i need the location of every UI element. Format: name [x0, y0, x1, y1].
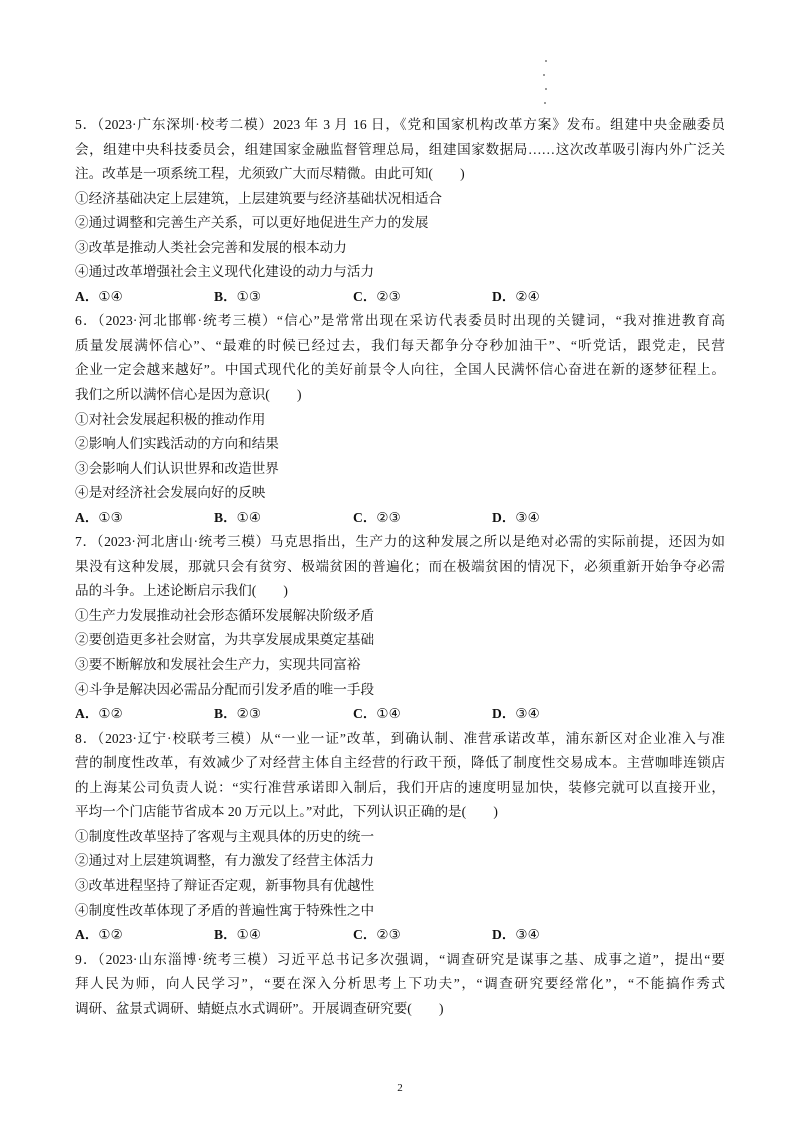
- question-stem-line: 拜人民为师，向人民学习”，“要在深入分析思考上下功夫”，“调查研究要经常化”，“不能搞作秀式: [75, 976, 725, 992]
- option-statement: ④是对经济社会发展向好的反映: [75, 485, 266, 501]
- choice-b: [214, 506, 353, 531]
- choice-d: [492, 923, 631, 948]
- choice-value: ①④: [98, 288, 123, 304]
- margin-mark: [544, 102, 546, 104]
- choice-letter: B．: [214, 927, 237, 943]
- question-stem-line: 7．（2023·河北唐山·统考三模）马克思指出，生产力的这种发展之所以是绝对必需的实际前提，还因为如: [75, 534, 725, 550]
- choice-letter: A．: [75, 288, 99, 304]
- choice-b: [214, 285, 353, 310]
- option-statement: ①经济基础决定上层建筑，上层建筑要与经济基础状况相适合: [75, 190, 443, 206]
- choice-value: ③④: [515, 927, 540, 943]
- question-stem-line: 果没有这种发展，那就只会有贫穷、极端贫困的普遍化；而在极端贫困的情况下，必须重新开始争夺必需: [75, 558, 725, 574]
- option-statement: ③改革是推动人类社会完善和发展的根本动力: [75, 239, 347, 255]
- question-stem-line: 企业一定会越来越好”。中国式现代化的美好前景令人向往，全国人民满怀信心奋进在新的逐梦征程上。: [75, 362, 725, 378]
- choice-letter: D．: [492, 288, 516, 304]
- choice-letter: A．: [75, 706, 99, 722]
- choice-value: ①③: [98, 509, 123, 525]
- question-stem-line: 品的斗争。上述论断启示我们( ): [75, 583, 288, 599]
- choice-value: ①③: [236, 288, 262, 304]
- option-statement: ②要创造更多社会财富，为共享发展成果奠定基础: [75, 632, 375, 648]
- choice-a: [75, 702, 214, 727]
- question-7: [75, 530, 725, 726]
- choice-letter: B．: [214, 288, 237, 304]
- choice-value: ①④: [236, 509, 262, 525]
- option-statement: ②影响人们实践活动的方向和结果: [75, 436, 279, 452]
- question-stem-line: 我们之所以满怀信心是因为意识( ): [75, 387, 302, 403]
- choice-value: ②③: [376, 509, 401, 525]
- question-stem-line: 平均一个门店能节省成本 20 万元以上。”对此，下列认识正确的是( ): [75, 804, 498, 820]
- choice-letter: C．: [353, 927, 377, 943]
- choice-value: ①②: [98, 927, 123, 943]
- choice-letter: D．: [492, 927, 516, 943]
- question-5: [75, 113, 725, 309]
- option-statement: ①对社会发展起积极的推动作用: [75, 411, 266, 427]
- option-statement: ②通过调整和完善生产关系，可以更好地促进生产力的发展: [75, 215, 429, 231]
- choice-b: [214, 923, 353, 948]
- answer-choices: [75, 702, 725, 727]
- answer-choices: [75, 285, 725, 310]
- margin-mark: [545, 88, 547, 90]
- choice-letter: A．: [75, 509, 99, 525]
- question-stem-line: 的上海某公司负责人说：“实行准营承诺即入制后，我们开店的速度明显加快，装修完就可以直接开业，: [75, 779, 725, 795]
- choice-letter: B．: [214, 706, 237, 722]
- choice-c: [353, 285, 492, 310]
- question-stem-line: 注。改革是一项系统工程，尤须致广大而尽精微。由此可知( ): [75, 166, 465, 182]
- choice-letter: D．: [492, 706, 516, 722]
- choice-d: [492, 506, 631, 531]
- option-statement: ①制度性改革坚持了客观与主观具体的历史的统一: [75, 828, 375, 844]
- option-statement: ②通过对上层建筑调整，有力激发了经营主体活力: [75, 853, 375, 869]
- choice-value: ①④: [236, 927, 262, 943]
- choice-a: [75, 506, 214, 531]
- option-statement: ④斗争是解决因必需品分配而引发矛盾的唯一手段: [75, 681, 375, 697]
- question-stem-line: 8．（2023·辽宁·校联考三模）从“一业一证”改革，到确认制、准营承诺改革，浦东新区对企业准入与准: [75, 730, 725, 746]
- question-stem-line: 营的制度性改革，有效减少了对经营主体自主经营的行政干预，降低了制度性交易成本。主营咖啡连锁店: [75, 755, 725, 771]
- question-stem-line: 调研、盆景式调研、蜻蜓点水式调研”。开展调查研究要( ): [75, 1000, 444, 1016]
- question-stem-line: 6．（2023·河北邯郸·统考三模）“信心”是常常出现在采访代表委员时出现的关键词，“我对推进教育高: [75, 313, 725, 329]
- choice-a: [75, 285, 214, 310]
- choice-c: [353, 506, 492, 531]
- option-statement: ③改革进程坚持了辩证否定观，新事物具有优越性: [75, 877, 375, 893]
- page-number: 2: [397, 1082, 403, 1094]
- choice-value: ②③: [236, 706, 262, 722]
- option-statement: ③要不断解放和发展社会生产力，实现共同富裕: [75, 657, 361, 673]
- option-statement: ④通过改革增强社会主义现代化建设的动力与活力: [75, 264, 375, 280]
- choice-b: [214, 702, 353, 727]
- choice-c: [353, 923, 492, 948]
- option-statement: ①生产力发展推动社会形态循环发展解决阶级矛盾: [75, 607, 375, 623]
- question-8: [75, 727, 725, 948]
- exam-page-content: [75, 113, 725, 1021]
- choice-value: ③④: [515, 509, 540, 525]
- choice-letter: C．: [353, 509, 377, 525]
- choice-letter: A．: [75, 927, 99, 943]
- choice-c: [353, 702, 492, 727]
- option-statement: ④制度性改革体现了矛盾的普遍性寓于特殊性之中: [75, 902, 375, 918]
- choice-letter: D．: [492, 509, 516, 525]
- choice-value: ③④: [515, 706, 540, 722]
- choice-letter: C．: [353, 706, 377, 722]
- answer-choices: [75, 923, 725, 948]
- choice-value: ①④: [376, 706, 401, 722]
- question-stem-line: 9．（2023·山东淄博·统考三模）习近平总书记多次强调，“调查研究是谋事之基、成事之道”，提出“要: [75, 951, 725, 967]
- option-statement: ③会影响人们认识世界和改造世界: [75, 460, 279, 476]
- question-stem-line: 5．（2023·广东深圳·校考二模）2023 年 3 月 16 日，《党和国家机构改革方案》发布。组建中央金融委员: [75, 117, 725, 132]
- choice-letter: B．: [214, 509, 237, 525]
- question-stem-line: 质量发展满怀信心”、“最难的时候已经过去，我们每天都争分夺秒加油干”、“听党话，跟党走，民营: [75, 337, 725, 353]
- margin-mark: [543, 74, 545, 76]
- choice-value: ②③: [376, 927, 401, 943]
- choice-d: [492, 285, 631, 310]
- choice-d: [492, 702, 631, 727]
- answer-choices: [75, 506, 725, 531]
- choice-value: ①②: [98, 706, 123, 722]
- choice-a: [75, 923, 214, 948]
- question-stem-line: 会，组建中央科技委员会，组建国家金融监督管理总局，组建国家数据局……这次改革吸引海内外广泛关: [75, 141, 725, 157]
- question-9: [75, 948, 725, 1022]
- choice-value: ②③: [376, 288, 401, 304]
- choice-value: ②④: [515, 288, 540, 304]
- choice-letter: C．: [353, 288, 377, 304]
- margin-mark: [545, 60, 547, 62]
- question-6: [75, 309, 725, 530]
